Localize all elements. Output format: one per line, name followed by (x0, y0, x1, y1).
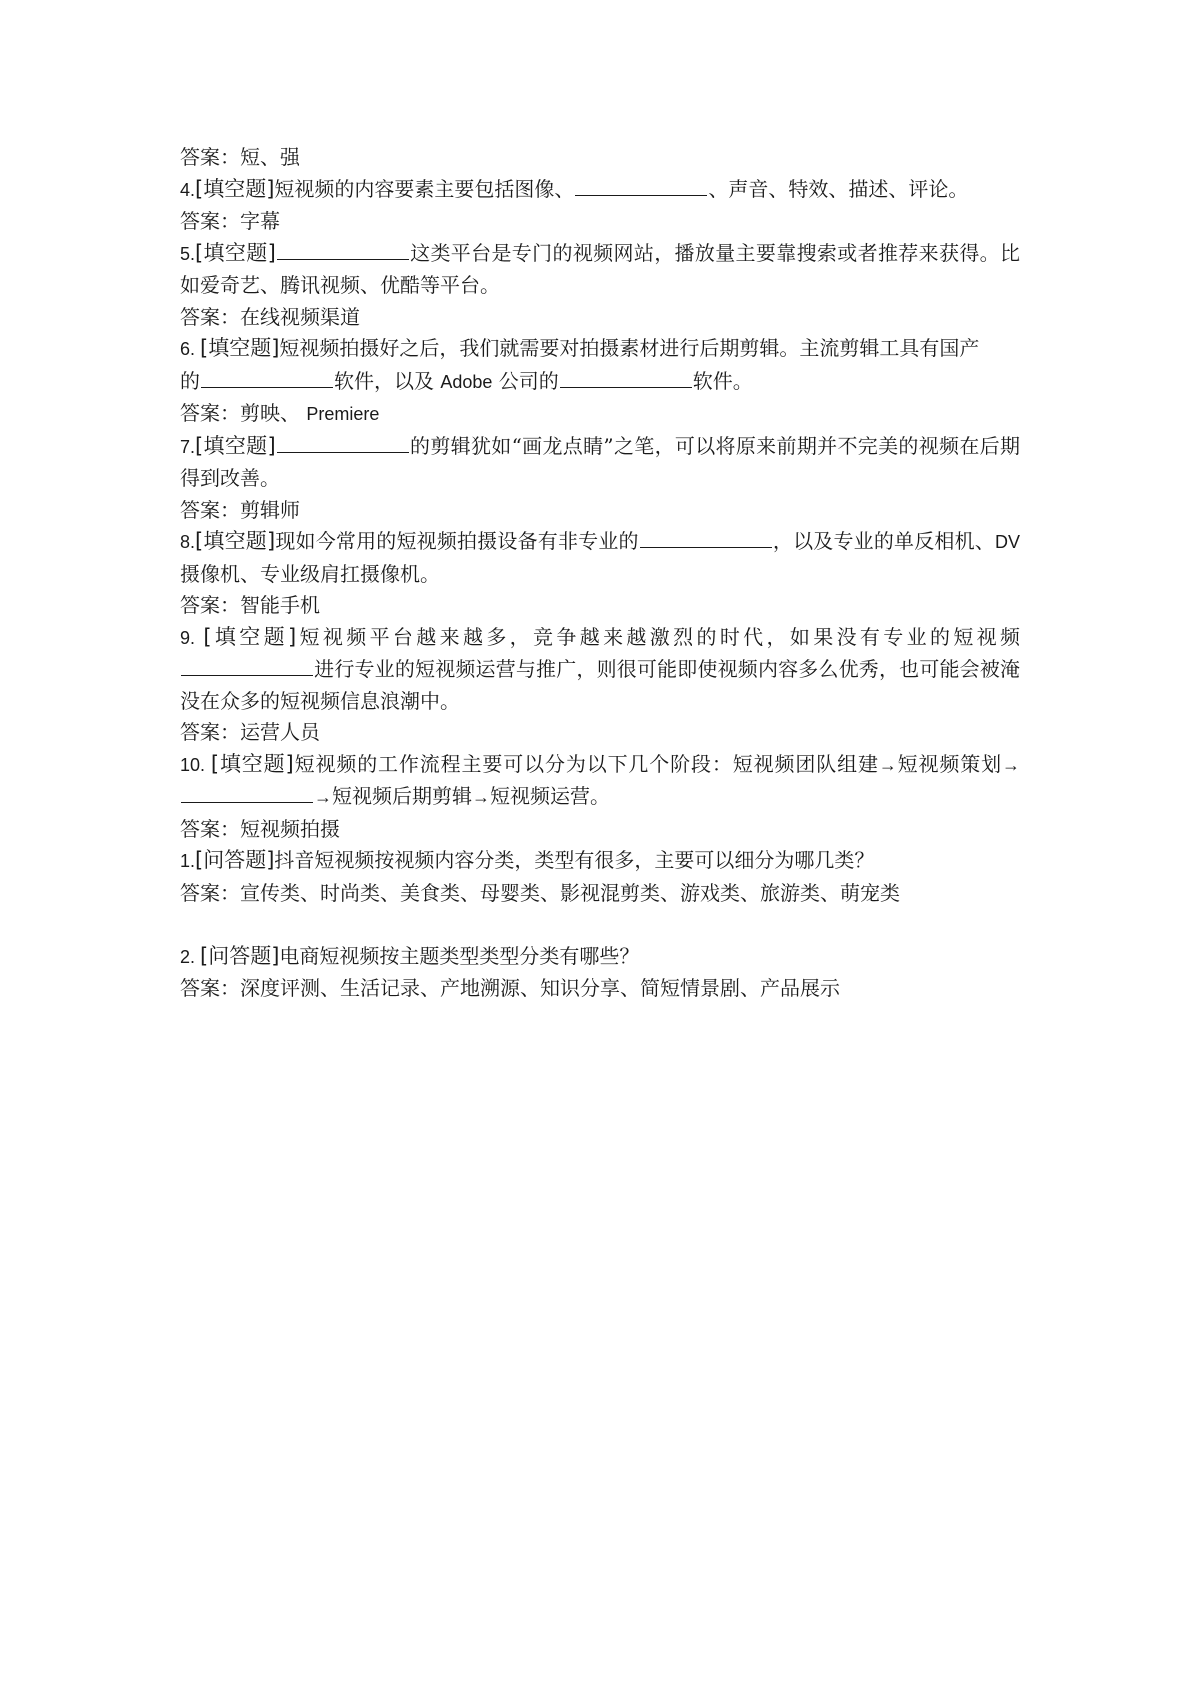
question-6: 6. [填空题]短视频拍摄好之后，我们就需要对拍摄素材进行后期剪辑。主流剪辑工具有国产 (180, 336, 980, 360)
answer-10: 答案：短视频拍摄 (180, 816, 340, 841)
question-7: 7.[填空题] 的剪辑犹如“画龙点睛”之笔，可以将原来前期并不完美的视频在后期得到改善。 (180, 433, 1021, 490)
qa-question-1: 1.[问答题]抖音短视频按视频内容分类，类型有很多，主要可以细分为哪几类？ (180, 848, 875, 872)
answer-4: 答案：字幕 (180, 209, 280, 233)
blank-line (277, 239, 409, 260)
answer-line-prev: 答案：短、强 (180, 145, 300, 169)
answer-6: 答案：剪映、 Premiere (180, 401, 380, 425)
question-8: 8.[填空题]现如今常用的短视频拍摄设备有非专业的 ，以及专业的单反相机、DV 摄像机、专业级肩扛摄像机。 (180, 529, 1021, 586)
answer-9: 答案：运营人员 (180, 720, 320, 744)
question-5: 5.[填空题] 这类平台是专门的视频网站，播放量主要靠搜索或者推荐来获得。比如爱奇艺、腾讯视频、优酷等平台。 (180, 240, 1020, 297)
qa-question-2: 2. [问答题]电商短视频按主题类型类型分类有哪些？ (180, 943, 640, 968)
question-10: 10. [填空题]短视频的工作流程主要可以分为以下几个阶段：短视频团队组建→短视频策划→→短视频后期剪辑→短视频运营。 (180, 751, 1020, 808)
blank-line (181, 655, 313, 676)
document-page (180, 142, 1020, 1005)
qa-answer-2: 答案：深度评测、生活记录、产地溯源、知识分享、简短情景剧、产品展示 (180, 976, 840, 1000)
blank-line (181, 782, 313, 803)
blank-line (201, 367, 333, 388)
answer-5: 答案：在线视频渠道 (180, 304, 360, 329)
arrow-icon: → (878, 754, 897, 775)
paragraph-gap (180, 909, 1020, 941)
qa-answer-1: 答案：宣传类、时尚类、美食类、母婴类、影视混剪类、游戏类、旅游类、萌宠类 (180, 880, 900, 905)
blank-line (640, 527, 772, 548)
answer-7: 答案：剪辑师 (180, 497, 300, 522)
answer-8: 答案：智能手机 (180, 593, 320, 617)
arrow-icon: → (472, 787, 490, 807)
arrow-icon: → (1002, 754, 1020, 775)
question-9: 9. [填空题]短视频平台越来越多，竞争越来越激烈的时代，如果没有专业的短视频进行专业的短视频运营与推广，则很可能即使视频内容多么优秀，也可能会被淹没在众多的短视频信息浪潮中。 (180, 624, 1021, 713)
arrow-icon: → (314, 787, 332, 807)
blank-line (575, 175, 707, 196)
question-6-line2: 的 软件，以及 Adobe 公司的 软件。 (180, 368, 753, 393)
blank-line (560, 367, 692, 388)
blank-line (277, 432, 409, 453)
question-4: 4.[填空题]短视频的内容要素主要包括图像、 、声音、特效、描述、评论。 (180, 176, 969, 201)
